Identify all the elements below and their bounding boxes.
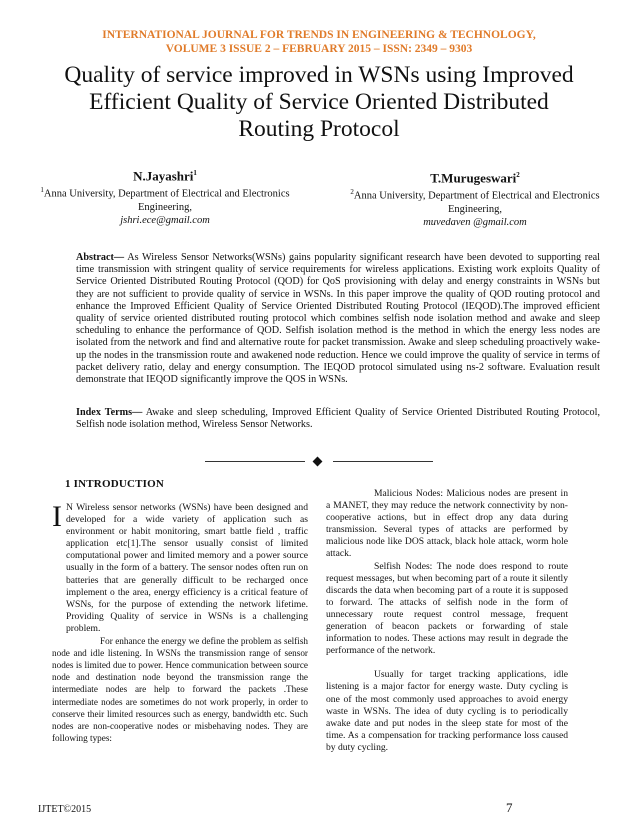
- author-sup: 1: [193, 169, 197, 177]
- affiliation-line-2: Engineering,: [448, 203, 502, 215]
- affiliation: Anna University, Department of Electrical and Electronics: [353, 190, 600, 202]
- journal-line-2: VOLUME 3 ISSUE 2 – FEBRUARY 2015 – ISSN: 2349 – 9303: [165, 43, 473, 55]
- left-column: [52, 502, 308, 744]
- duty-cycling-paragraph: Usually for target tracking applications, idle listening is a major factor for energy waste. Duty cycling is one of the most commonly used approaches to avoid energy waste in WSNs. The idea of duty cycling is to periodically awake date and put nodes in the sleep state for most of the time. As a compensation for tracking performance loss caused by duty cycling.: [326, 669, 568, 753]
- author-email: jshri.ece@gmail.com: [120, 214, 210, 226]
- index-terms-label: Index Terms—: [76, 407, 143, 418]
- author-name: N.Jayashri: [133, 168, 194, 184]
- title-line-2: Efficient Quality of Service Oriented Distributed: [89, 89, 549, 115]
- author-sup: 2: [516, 171, 520, 179]
- drop-cap: I: [52, 500, 62, 533]
- selfish-nodes-paragraph: Selfish Nodes: The node does respond to route request messages, but when becoming part of a route it silently discards the data when becoming part of a route it is supposed to forward. The attacks of selfish node in the form of unnecessary route request control message, frequent generation of beacon packets or forwarding of stale information to nodes. These actions may result in degrade the performance of the network.: [326, 560, 568, 657]
- affiliation-line-2: Engineering,: [138, 201, 192, 213]
- malicious-nodes-paragraph: Malicious Nodes: Malicious nodes are present in a MANET, they may reduce the network connectivity by non-cooperative actions, but in effect drop any data during transmission. Several types of attacks are performed by malicious node like DOS attack, black hole attack, worm hole attack.: [326, 488, 568, 560]
- author-block-1: [20, 165, 310, 227]
- author-email: muvedaven @gmail.com: [423, 216, 527, 228]
- footer-copyright: IJTET©2015: [38, 804, 92, 815]
- title-line-1: Quality of service improved in WSNs using Improved: [64, 62, 574, 88]
- abstract-text: As Wireless Sensor Networks(WSNs) gains popularity significant research have been devoted to supporting real time transmission with stringent quality of service requirements for wireless applications. Existing work exploits Quality of Service Oriented Distributed Routing Protocol (QOD) for QoS provisioning with delay and energy constraints in WSNs but they are not sufficient to provide quality of service in WSNs. In this paper improve the quality of QOD routing protocol and enhance the Improved Efficient Quality of Service Oriented Distributed Routing Protocol (IEQOD).The improved efficient quality of service oriented distributed routing protocol which combines selfish node isolation method and awake and sleep scheduling to enhance the performance of QOD. Selfish isolation method is the method in which the energy less nodes are isolated from the network and find and alternative route for packet transmission. Awake and sleep scheduling proactively wake-up the nodes in the transmission route and awakened node reduction. Hence we could improve the quality of service in terms of packet delivery ratio, delay and energy consumption. The IEQOD protocol simulated using ns-2 software. Evaluation result demonstrate that IEQOD significantly improve the QOS in WSNs.: [76, 252, 600, 386]
- journal-header: [0, 28, 638, 56]
- author-block-2: [330, 167, 620, 229]
- title-line-3: Routing Protocol: [238, 116, 400, 142]
- affiliation: Anna University, Department of Electrical and Electronics: [43, 188, 290, 200]
- section-divider: [205, 456, 433, 468]
- divider-line-right: [333, 461, 433, 462]
- affiliation-sup: 2: [350, 188, 354, 197]
- page-number: 7: [506, 800, 513, 815]
- index-terms-text: Awake and sleep scheduling, Improved Efficient Quality of Service Oriented Distributed Routing Protocol, Selfish node isolation method, Wireless Sensor Networks.: [76, 407, 600, 431]
- index-terms: [76, 407, 600, 431]
- journal-line-1: INTERNATIONAL JOURNAL FOR TRENDS IN ENGINEERING & TECHNOLOGY,: [102, 29, 536, 41]
- intro-paragraph-2: For enhance the energy we define the problem as selfish node and idle listening. In WSNs the transmission range of sensor nodes is limited due to power. Hence communication between source node and destination node beyond the transmission range the intermediate nodes are help to forward the packets .These intermediate nodes are sometimes do not work properly, in order to conserve their limited resources such as energy, bandwidth etc. Such nodes are non-cooperative nodes or misbehaving nodes. They are following types:: [52, 636, 308, 743]
- abstract-label: Abstract—: [76, 252, 125, 263]
- abstract: [76, 252, 600, 386]
- divider-line-left: [205, 461, 305, 462]
- diamond-icon: [313, 457, 323, 467]
- intro-paragraph-1: N Wireless sensor networks (WSNs) have been designed and developed for a wide variety of application such as environment or habit monitoring, smart battle field , traffic application etc[1].The sensor usually consist of limited computational power and limited memory and a power source usually in the form of a battery. The sensor nodes often run on batteries that are generally difficult to be recharged once implement o the area, energy efficiency is a critical feature of WSNs, for the purpose of extending the network lifetime. Providing Quality of service in WSNs is a challenging problem.: [66, 502, 308, 634]
- affiliation-sup: 1: [40, 186, 44, 195]
- author-name: T.Murugeswari: [430, 170, 517, 186]
- paper-title: [20, 62, 618, 143]
- section-heading: 1 INTRODUCTION: [65, 478, 165, 490]
- right-column: [326, 488, 568, 754]
